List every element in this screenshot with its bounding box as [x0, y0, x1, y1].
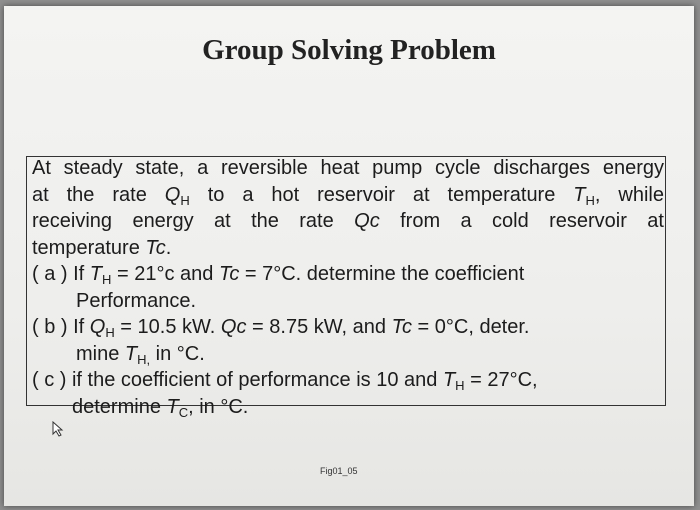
intro-text-3b: from a cold reservoir at: [379, 210, 664, 232]
part-b-th-subscript: H,: [137, 351, 151, 367]
intro-text-2b: to a hot reservoir at temperature: [189, 183, 574, 206]
th-subscript: H: [585, 192, 595, 208]
part-b-text-1: ( b ) If: [32, 316, 90, 338]
part-a-text-1: ( a ) If: [32, 263, 90, 285]
part-a-cont: Performance.: [76, 289, 197, 312]
part-b-cont: [32, 341, 664, 368]
part-b-th-symbol: T: [124, 342, 138, 365]
problem-text: [32, 155, 664, 420]
slide: [4, 6, 694, 506]
slide-title: Group Solving Problem: [202, 34, 496, 66]
part-b-text-4: = 0°C, deter.: [411, 316, 530, 338]
part-c-text-1: ( c ) if the coefficient of performance is 10 and: [32, 369, 443, 391]
intro-text-1: At steady state, a reversible heat pump cycle discharges energy: [32, 157, 664, 179]
intro-line-2: [32, 182, 664, 209]
part-c-th-subscript: H: [455, 378, 465, 393]
part-b-qc-symbol: Qc: [220, 316, 247, 338]
part-a-text-3: = 7°C. determine the coefficient: [239, 263, 525, 285]
intro-text-4b: .: [165, 236, 172, 259]
part-b-text-2: = 10.5 kW.: [114, 316, 221, 338]
th-symbol: T: [573, 183, 586, 206]
part-b-cont-text-1: mine: [76, 342, 125, 365]
part-a-text-2: = 21°c and: [111, 263, 219, 285]
part-c-cont-text-1: determine: [72, 395, 167, 418]
intro-text-2c: , while: [594, 183, 664, 206]
intro-line-4: [32, 235, 664, 262]
part-a-th-symbol: T: [89, 263, 103, 285]
part-b-text-3: = 8.75 kW, and: [246, 316, 392, 338]
part-b-cont-text-2: in °C.: [150, 342, 205, 365]
part-b-line: [32, 314, 664, 341]
part-c-text-2: = 27°C,: [464, 369, 538, 391]
figure-label: Fig01_05: [320, 466, 358, 476]
part-c-cont-text-2: , in °C.: [188, 395, 249, 418]
qh-symbol: Q: [164, 183, 181, 206]
mouse-pointer-icon: [51, 421, 67, 437]
part-c-cont: [32, 394, 664, 421]
qh-subscript: H: [180, 192, 190, 208]
part-a-line: [32, 261, 664, 288]
part-c-th-symbol: T: [442, 369, 456, 391]
part-c-tc-symbol: T: [166, 395, 179, 418]
intro-line-3: [32, 208, 664, 235]
part-b-qh-subscript: H: [105, 325, 115, 340]
part-c-line: [32, 367, 664, 394]
part-b-qh-symbol: Q: [89, 316, 106, 338]
part-a-th-subscript: H: [102, 272, 112, 287]
part-c-tc-subscript: C: [178, 404, 189, 420]
qc-symbol: Qc: [354, 210, 380, 232]
part-b-tc-symbol: Tc: [391, 316, 412, 338]
intro-line-1: [32, 155, 664, 182]
intro-text-4a: temperature: [32, 236, 146, 259]
intro-text-2a: at the rate: [32, 183, 165, 206]
intro-text-3a: receiving energy at the rate: [32, 210, 355, 232]
tc-symbol: Tc: [145, 236, 166, 259]
part-a-tc-symbol: Tc: [218, 263, 240, 285]
